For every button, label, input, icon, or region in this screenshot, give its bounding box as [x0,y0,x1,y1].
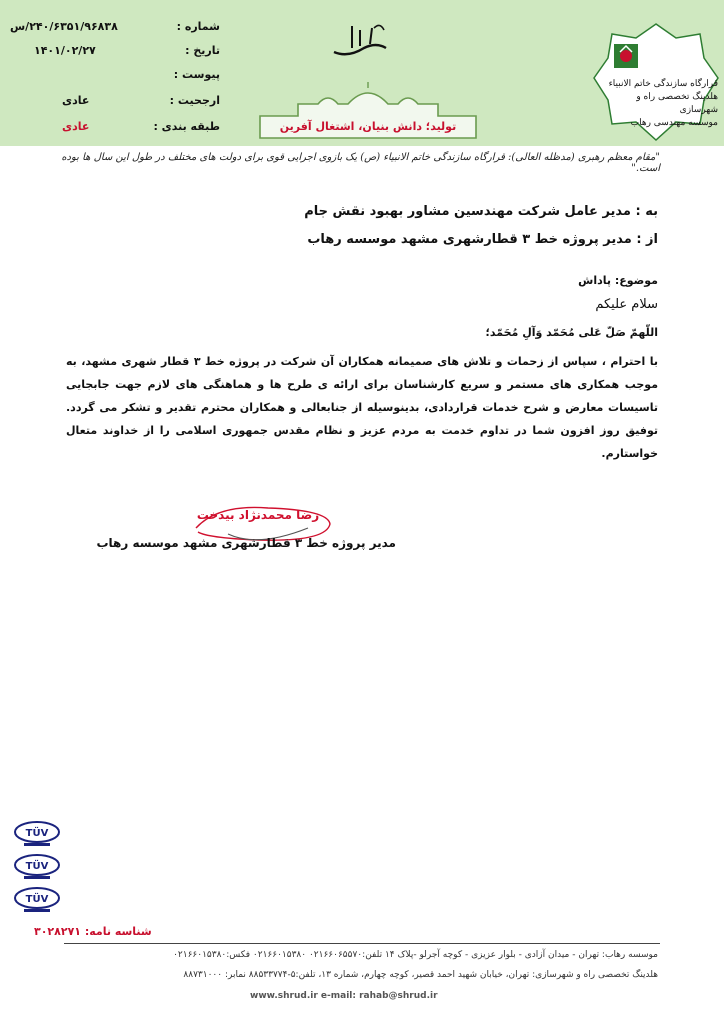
tuv-certification-icon [12,820,62,848]
meta-number: شماره : ۲۴۰/۶۳۵۱/۹۶۸۳۸/س [10,20,220,33]
tuv-certification-icon [12,853,62,881]
footer-address-2: هلدینگ تخصصی راه و شهرسازی: تهران، خیابان شهید احمد قصیر، کوچه چهارم، شماره ۱۳، تلفن:۵-۸۸۵۳۳۷۷۴ نمابر: ۸۸۷۳۱۰۰۰ [183,970,658,980]
footer-divider [64,943,660,944]
leader-quote: "مقام معظم رهبری (مدظله العالی): قرارگاه سازندگی خاتم الانبیاء (ص) یک بازوی اجرایی قوی برای دولت های مختلف در طول این سال ها بوده است." [61,152,660,174]
salutation: سلام علیکم [595,297,658,312]
tuv-certification-icon [12,886,62,914]
meta-classification: طبقه بندی : عادی [62,120,220,133]
signatory-name: رضا محمدنژاد بیدخت [196,508,320,522]
letter-id: شناسه نامه: ۳۰۲۸۲۷۱ [34,925,152,938]
subject-line: موضوع: پاداش [578,274,658,287]
svg-text:TÜV: TÜV [25,828,49,839]
organization-name: قرارگاه سازندگی خاتم الانبیاء هلدینگ تخصصی راه و شهرسازی موسسه مهندسی رهاب [608,79,718,128]
footer-address-1: موسسه رهاب: تهران - میدان آزادی - بلوار عزیزی - کوچه آجرلو -پلاک ۱۴ تلفن:۰۲۱۶۶۰۶۵۵۷۰ ۰۲۱۶۶۰۱۵۳۸۰ فکس:۰۲۱۶۶۰۱۵۳۸۰ [173,950,658,960]
meta-priority: ارجحیت : عادی [62,94,220,107]
letter-body: با احترام ، سپاس از زحمات و تلاش های صمیمانه همکاران آن شرکت در پروژه خط ۳ قطار شهری مشهد، به موجب همکاری های مستمر و سریع کارشناسان برای ارائه ی طرح ها و هماهنگی های لازم جهت جابجایی تاسیسات معارض و شرح خدمات قراردادی، بدینوسیله از جنابعالی و همکاران محترم تقدیر و تشکر می گردد. توفیق روز افزون شما در تداوم خدمت به مردم عزیز و نظام مقدس جمهوری اسلامی را از خداوند متعال خواستارم. [66,355,658,460]
meta-attachment: پیوست : [173,68,220,81]
prayer-line: اللّهمّ صَلّ عَلی مُحَمّد وَآلِ مُحَمّد؛ [485,326,658,339]
recipient-line: به : مدیر عامل شرکت مهندسین مشاور بهبود نقش جام [304,204,658,219]
meta-date: تاریخ : ۱۴۰۱/۰۲/۲۷ [34,44,220,57]
bismillah-calligraphy [330,18,390,62]
sender-line: از : مدیر پروژه خط ۳ قطارشهری مشهد موسسه رهاب [307,232,658,247]
signatory-title: مدیر پروژه خط ۳ قطارشهری مشهد موسسه رهاب [96,536,396,550]
letterhead-band [0,0,724,146]
footer-web-email[interactable]: www.shrud.ir e-mail: rahab@shrud.ir [250,991,438,1001]
svg-text:TÜV: TÜV [25,894,49,905]
svg-text:TÜV: TÜV [25,861,49,872]
slogan-text: تولید؛ دانش بنیان، اشتغال آفرین [279,120,457,133]
